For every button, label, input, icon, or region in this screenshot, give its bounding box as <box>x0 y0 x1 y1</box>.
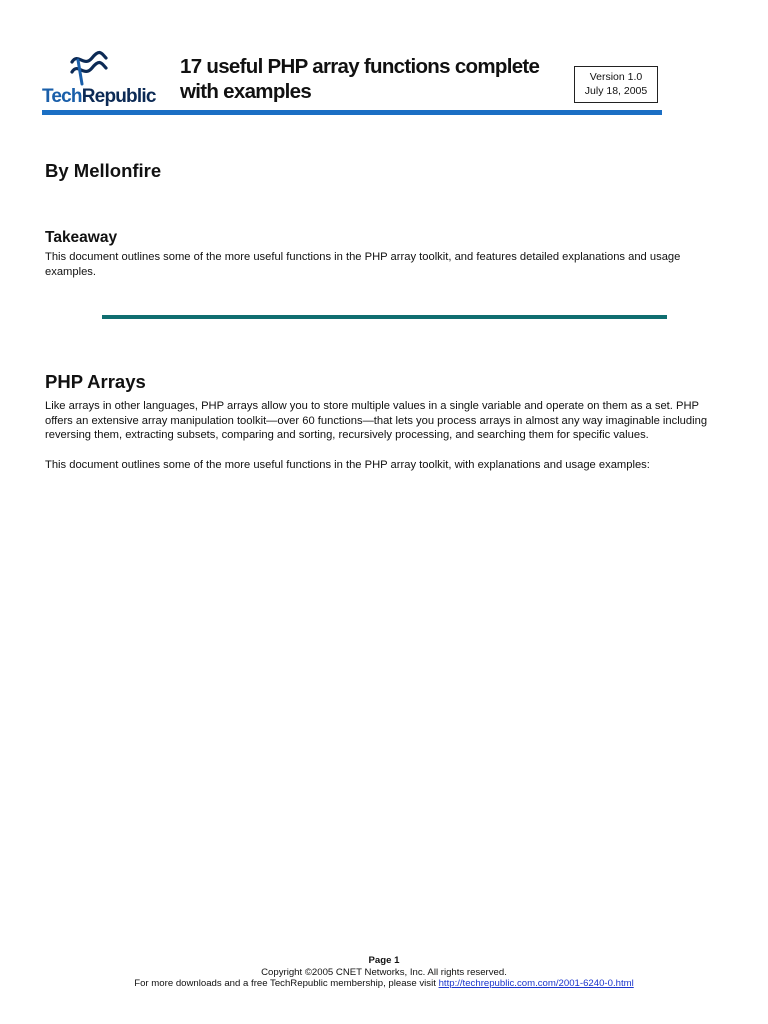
page-footer <box>0 955 768 990</box>
techrepublic-swoosh-icon <box>68 50 110 86</box>
copyright-notice: Copyright ©2005 CNET Networks, Inc. All rights reserved. <box>261 966 507 978</box>
footer-downloads-link[interactable]: http://techrepublic.com.com/2001-6240-0.html <box>438 978 634 989</box>
section-divider <box>102 315 667 319</box>
logo-wordmark-tech: Tech <box>42 86 82 107</box>
header-rule <box>42 110 662 115</box>
version-date: July 18, 2005 <box>584 85 648 97</box>
php-arrays-paragraph-1: Like arrays in other languages, PHP arrays allow you to store multiple values in a single variable and operate on them as a set. PHP offers an extensive array manipulation toolkit—over 60 functions—that lets you process arrays in almost any way imaginable including reversing them, extracting subsets, comparing and sorting, recursively processing, and searching them for specific values. <box>45 400 708 442</box>
footer-downloads-text: For more downloads and a free TechRepublic membership, please visit <box>134 978 436 989</box>
techrepublic-logo <box>42 48 158 108</box>
version-label: Version 1.0 <box>589 71 643 83</box>
php-arrays-heading: PHP Arrays <box>45 371 146 392</box>
logo-wordmark-republic: Republic <box>81 86 156 107</box>
php-arrays-paragraph-2: This document outlines some of the more useful functions in the PHP array toolkit, with explanations and usage examples: <box>45 459 650 471</box>
page-number: Page 1 <box>368 955 400 966</box>
author-byline: By Mellonfire <box>45 160 162 181</box>
document-title: 17 useful PHP array functions complete with examples <box>180 55 540 103</box>
takeaway-text: This document outlines some of the more useful functions in the PHP array toolkit, and features detailed explanations and usage examples. <box>45 251 681 278</box>
version-box <box>574 66 658 103</box>
logo-wordmark <box>42 86 156 108</box>
takeaway-heading: Takeaway <box>45 229 118 246</box>
footer-downloads <box>0 978 768 990</box>
